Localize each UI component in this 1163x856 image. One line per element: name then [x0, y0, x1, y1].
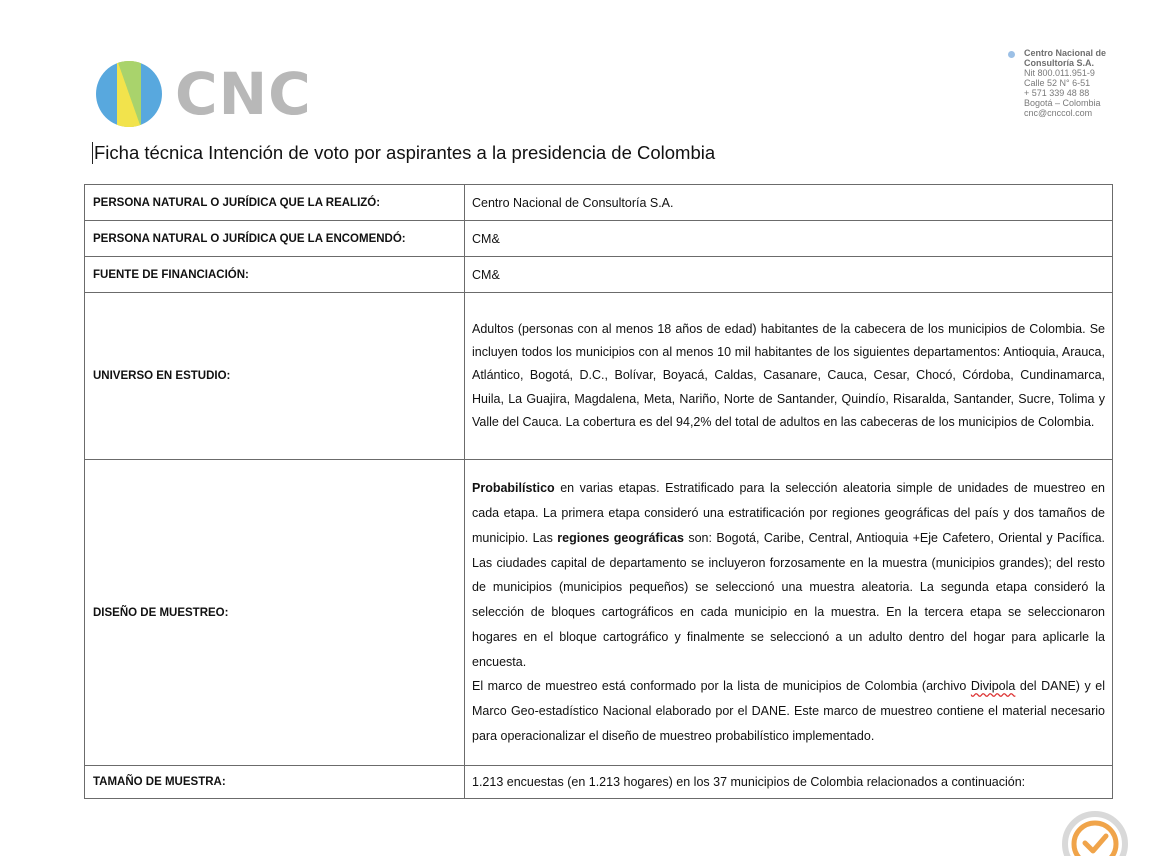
contact-city: Bogotá – Colombia: [1024, 98, 1101, 108]
cnc-logo-text: CNC: [175, 60, 312, 128]
diseno-paragraph-2: [472, 674, 1105, 748]
diseno-text-1: en varias etapas. Estratificado para la selección aleatoria simple de unidades de muestreo en cada etapa. La primera etapa consideró una estratificación por regiones geográficas del país y dos tamaños de municipio. Las: [472, 481, 1105, 545]
diseno-spell-divipola: Divipola: [970, 679, 1016, 694]
diseno-text-2: son: Bogotá, Caribe, Central, Antioquia +Eje Cafetero, Oriental y Pacífica. Las ciudades capital de departamento se incluyeron forzosamente en la muestra (municipios grandes); del resto de municipios (municipios pequeños) se seleccionó una muestra aleatoria. La segunda etapa consideró la selección de bloques cartográficos en cada municipio en la muestra. En la tercera etapa se seleccionaron hogares en el bloque cartográfico y finalmente se seleccionó a un adulto dentro del hogar para aplicarle la encuesta.: [472, 530, 1105, 669]
contact-address: Calle 52 N° 6-51: [1024, 78, 1091, 88]
company-name-line2: Consultoría S.A.: [1024, 58, 1095, 68]
diseno-paragraph-1: [472, 476, 1105, 674]
diseno-text-4: del DANE) y el Marco Geo-estadístico Nacional elaborado por el DANE. Este marco de muestreo contiene el material necesario para operacionalizar el diseño de muestreo probabilístico implementado.: [472, 679, 1105, 744]
contact-phone: + 571 339 48 88: [1024, 88, 1090, 98]
contact-lines: [1024, 48, 1106, 118]
label-diseno: DISEÑO DE MUESTREO:: [85, 460, 465, 766]
label-universo: UNIVERSO EN ESTUDIO:: [85, 293, 465, 460]
contact-email: cnc@cnccol.com: [1024, 108, 1093, 118]
technical-sheet-table: [84, 184, 1113, 799]
label-encomendo: PERSONA NATURAL O JURÍDICA QUE LA ENCOMENDÓ:: [85, 221, 465, 257]
table-row: [85, 766, 1113, 799]
table-row: [85, 460, 1113, 766]
value-tamano-cell: [465, 766, 1113, 799]
bullet-dot-icon: [1008, 51, 1015, 58]
cnc-logo-mark-icon: [95, 60, 163, 128]
value-diseno-cell: [465, 460, 1113, 766]
value-financiacion: CM&: [465, 257, 1113, 293]
cnc-logo: [95, 60, 325, 130]
value-encomendo: CM&: [465, 221, 1113, 257]
label-financiacion: FUENTE DE FINANCIACIÓN:: [85, 257, 465, 293]
company-name-line1: Centro Nacional de: [1024, 48, 1107, 58]
document-title: Ficha técnica Intención de voto por aspirantes a la presidencia de Colombia: [94, 142, 716, 163]
value-realizo: Centro Nacional de Consultoría S.A.: [465, 185, 1113, 221]
label-tamano: TAMAÑO DE MUESTRA:: [85, 766, 465, 799]
value-universo-cell: [465, 293, 1113, 460]
value-tamano: 1.213 encuestas (en 1.213 hogares) en los 37 municipios de Colombia relacionados a continuación:: [472, 775, 1026, 789]
verified-seal-icon: [1062, 808, 1128, 856]
contact-nit: Nit 800.011.951-9: [1024, 68, 1095, 78]
table-row: [85, 185, 1113, 221]
diseno-bold-regiones: regiones geográficas: [557, 530, 684, 545]
table-row: [85, 257, 1113, 293]
value-universo: Adultos (personas con al menos 18 años de edad) habitantes de la cabecera de los municipios de Colombia. Se incluyen todos los municipios con al menos 10 mil habitantes de los siguientes departamentos: Antioquia, Arauca, Atlántico, Bogotá, D.C., Bolívar, Boyacá, Caldas, Casanare, Cauca, Cesar, Chocó, Córdoba, Cundinamarca, Huila, La Guajira, Magdalena, Meta, Nariño, Norte de Santander, Quindío, Risaralda, Santander, Sucre, Tolima y Valle del Cauca. La cobertura es del 94,2% del total de adultos en las cabeceras de los municipios de Colombia.: [472, 321, 1105, 429]
table-row: [85, 293, 1113, 460]
diseno-bold-probabilistico: Probabilístico: [472, 481, 555, 496]
table-row: [85, 221, 1113, 257]
diseno-text-3: El marco de muestreo está conformado por la lista de municipios de Colombia (archivo: [472, 679, 971, 694]
label-realizo: PERSONA NATURAL O JURÍDICA QUE LA REALIZÓ:: [85, 185, 465, 221]
